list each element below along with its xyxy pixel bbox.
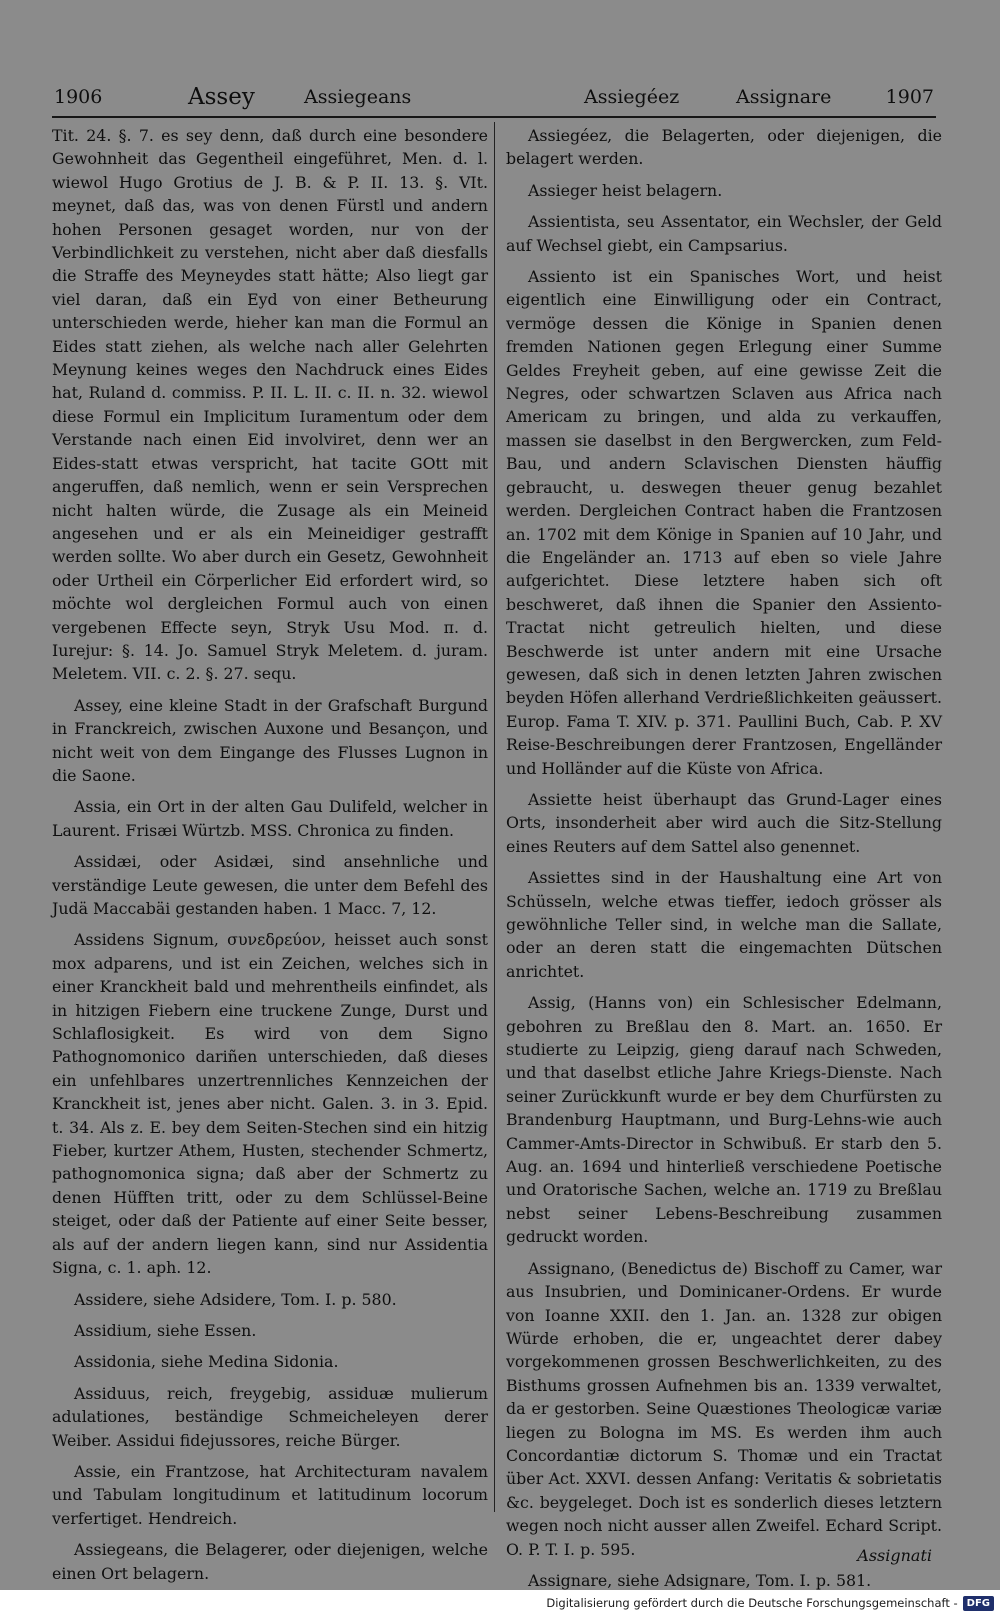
- page-number-left: 1906: [54, 86, 103, 108]
- entry-paragraph: Assia, ein Ort in der alten Gau Dulifeld, welcher in Laurent. Frisæi Würtzb. MSS. Chronica zu finden.: [52, 797, 488, 840]
- entry-paragraph: Assidæi, oder Asidæi, sind ansehnliche und verständige Leute gewesen, die unter dem Befehl des Judä Maccabäi gestanden haben. 1 Macc. 7, 12.: [52, 852, 488, 918]
- running-header: [54, 82, 934, 112]
- dfg-logo: DFG: [963, 1596, 994, 1611]
- footer-text: Digitalisierung gefördert durch die Deutsche Forschungsgemeinschaft -: [546, 1596, 958, 1610]
- entry-paragraph: Assiegéez, die Belagerten, oder diejenigen, die belagert werden.: [506, 126, 942, 169]
- page-number-right: 1907: [885, 86, 934, 108]
- entry-paragraph: Assiento ist ein Spanisches Wort, und heist eigentlich eine Einwilligung oder ein Contract, vermöge dessen die Könige in Spanien denen fremden Nationen gegen Erlegung einer Summe Geldes Freyheit geben, auf eine gewisse Zeit die Negres, oder schwartzen Sclaven aus Africa nach Americam zu bringen, und alda zu verkauffen, massen sie daselbst in den Bergwercken, zum Feld-Bau, und andern Sclavischen Diensten häuffig gebraucht, u. deswegen theuer genug bezahlet werden. Dergleichen Contract haben die Frantzosen an. 1702 mit dem Könige in Spanien auf 10 Jahr, und die Engeländer an. 1713 auf eben so viele Jahre aufgerichtet. Diese letztere haben sich oft beschweret, daß ihnen die Spanier den Assiento-Tractat nicht getreulich hielten, und diese Beschwerde ist unter andern mit eine Ursache gewesen, daß sich in denen letzten Jahren zwischen beyden Höfen allerhand Verdrießlichkeiten geäussert. Europ. Fama T. XIV. p. 371. Paullini Buch, Cab. P. XV Reise-Beschreibungen derer Frantzosen, Engelländer und Holländer auf die Küste von Africa.: [506, 267, 942, 778]
- header-keyword-left: Assey: [188, 84, 255, 110]
- digitization-footer: [546, 1593, 994, 1613]
- header-keyword-left-2: Assiegeans: [304, 86, 412, 108]
- entry-paragraph: Assiegeans, die Belagerer, oder diejenigen, welche einen Ort belagern.: [52, 1540, 488, 1583]
- entry-paragraph: Assiette heist überhaupt das Grund-Lager eines Orts, insonderheit aber wird auch die Sitz-Stellung eines Reuters auf dem Sattel also genennet.: [506, 789, 942, 856]
- catchword: Assignati: [857, 1546, 932, 1565]
- entry-paragraph: Assignare, siehe Adsignare, Tom. I. p. 581.: [528, 1570, 872, 1590]
- entry-paragraph: Assieger heist belagern.: [528, 180, 723, 200]
- entry-paragraph: Assientista, seu Assentator, ein Wechsler, der Geld auf Wechsel giebt, ein Campsarius.: [506, 212, 942, 255]
- header-rule: [52, 116, 936, 118]
- header-keyword-right-2: Assignare: [736, 86, 832, 108]
- left-column: [52, 124, 488, 1583]
- entry-paragraph: Assiettes sind in der Haushaltung eine Art von Schüsseln, welche etwas tieffer, iedoch grösser als gewöhnliche Teller sind, in welche man die Sallate, oder an deren statt die eingemachten Dütschen anrichtet.: [506, 868, 942, 981]
- entry-paragraph: Assignano, (Benedictus de) Bischoff zu Camer, war aus Insubrien, und Dominicaner-Ordens. Er wurde von Ioanne XXII. den 1. Jan. an. 1328 zur obigen Würde erhoben, die er, ungeachtet derer dabey vorgekommenen grossen Beschwerlichkeiten, zu des Bisthums grossen Aufnehmen bis an. 1339 verwaltet, da er gestorben. Seine Quæstiones Theologicæ variæ liegen zu Bologna im MS. Es werden ihm auch Concordantiæ dictorum S. Thomæ und ein Tractat über Act. XXVI. dessen Anfang: Veritatis & sobrietatis &c. beygeleget. Doch ist es sonderlich dieses letztern wegen noch nicht ausser allen Zweifel. Echard Script. O. P. T. I. p. 595.: [506, 1258, 942, 1559]
- entry-paragraph: Assidere, siehe Adsidere, Tom. I. p. 580.: [74, 1289, 397, 1309]
- entry-paragraph: Tit. 24. §. 7. es sey denn, daß durch eine besondere Gewohnheit das Gegentheil eingeführet, Men. d. l. wiewol Hugo Grotius de J. B. & P. II. 13. §. VIt. meynet, daß das, was von denen Fürstl und andern hohen Personen gesaget worden, nur von der Verbindlichkeit zu verstehen, nicht aber daß diesfalls die Straffe des Meyneydes statt hätte; Also liegt gar viel daran, daß ein Eyd von einer Betheurung unterschieden werde, hieher kan man die Formul an Eides statt ziehen, als welche nach aller Gelehrten Meynung keines weges den Nachdruck eines Eides hat, Ruland d. commiss. P. II. L. II. c. II. n. 32. wiewol diese Formul ein Implicitum Iuramentum oder dem Verstande nach einen Eid involviret, denn wer an Eides-statt etwas verspricht, hat tacite GOtt mit angeruffen, daß nemlich, wenn er sein Versprechen nicht halten würde, die Zusage als ein Meineid angesehen und er als ein Meineidiger gestrafft werden sollte. Wo aber durch ein Gesetz, Gewohnheit oder Urtheil ein Cörperlicher Eid erfordert wird, so möchte wol dergleichen Formul auch von einen vergebenen Effecte seyn, Stryk Usu Mod. π. d. Iurejur: §. 14. Jo. Samuel Stryk Meletem. d. juram. Meletem. VII. c. 2. §. 27. sequ.: [52, 126, 488, 684]
- column-divider: [494, 122, 495, 1512]
- entry-paragraph: Assey, eine kleine Stadt in der Grafschaft Burgund in Franckreich, zwischen Auxone und Besançon, und nicht weit von dem Eingange des Flusses Lugnon in die Saone.: [52, 695, 488, 785]
- entry-paragraph: Assie, ein Frantzose, hat Architecturam navalem und Tabulam longitudinum et latitudinum locorum verfertiget. Hendreich.: [52, 1461, 488, 1528]
- entry-paragraph: Assidium, siehe Essen.: [74, 1320, 257, 1340]
- entry-paragraph: Assidens Signum, συνεδρεύον, heisset auch sonst mox adparens, und ist ein Zeichen, welches sich in einer Kranckheit bald und mehrentheils einfindet, als in hitzigen Fiebern eine truckene Zunge, Durst und Schlaflosigkeit. Es wird von dem Signo Pathognomonico dariñen unterschieden, daß dieses ein unfehlbares unzertrennliches Kennzeichen der Kranckheit ist, jenes aber nicht. Galen. 3. in 3. Epid. t. 34. Als z. E. bey dem Seiten-Stechen sind ein hitzig Fieber, kurtzer Athem, Husten, stechender Schmertz, pathognomonica signa; daß aber der Schmertz zu denen Hüfften tritt, oder zu dem Schlüssel-Beine steiget, oder daß der Patiente auf einer Seite besser, als auf der andern liegen kann, sind nur Assidentia Signa, c. 1. aph. 12.: [52, 930, 488, 1278]
- entry-paragraph: Assig, (Hanns von) ein Schlesischer Edelmann, gebohren zu Breßlau den 8. Mart. an. 1650. Er studierte zu Leipzig, gieng darauf nach Schweden, und that daselbst etliche Jahre Kriegs-Dienste. Nach seiner Zurückkunft wurde er bey dem Churfürsten zu Brandenburg Hauptmann, und Burg-Lehns-wie auch Cammer-Amts-Director in Schwibuß. Er starb den 5. Aug. an. 1694 und hinterließ verschiedene Poetische und Oratorische Sachen, welche an. 1719 zu Breßlau nebst seiner Lebens-Beschreibung zusammen gedruckt worden.: [506, 993, 942, 1247]
- entry-paragraph: Assiduus, reich, freygebig, assiduæ mulierum adulationes, beständige Schmeicheleyen derer Weiber. Assidui fidejussores, reiche Bürger.: [52, 1383, 488, 1450]
- entry-paragraph: Assidonia, siehe Medina Sidonia.: [74, 1352, 339, 1372]
- header-keyword-right-1: Assiegéez: [584, 86, 680, 108]
